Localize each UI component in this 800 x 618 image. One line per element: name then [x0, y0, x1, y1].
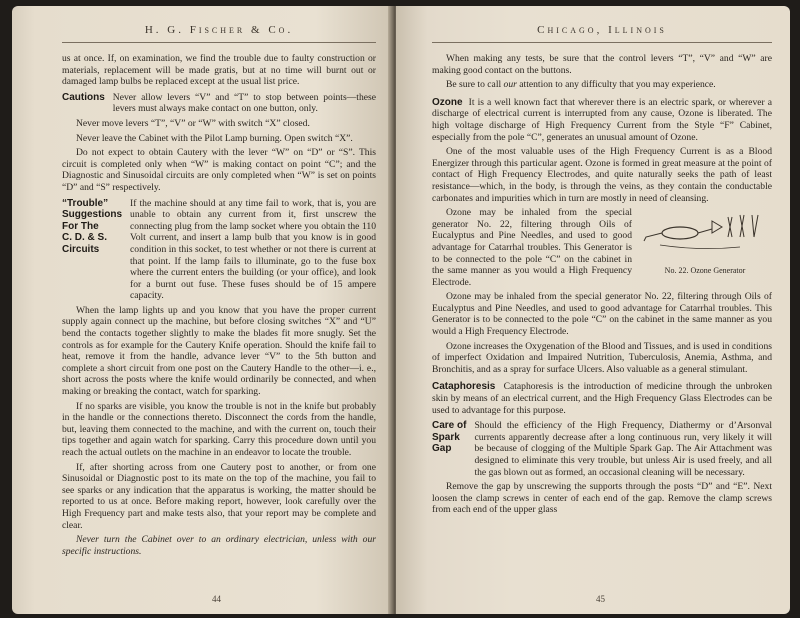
cataphoresis-paragraph — [432, 381, 772, 416]
side-heading — [62, 198, 122, 302]
cautions-section — [62, 92, 376, 115]
paragraph: Do not expect to obtain Cautery with the lever “W” on “D” or “S”. This circuit is completed only when “W” is making contact on point “C”; and the Diagnostic and Sinusoidal circuits are only completed when “W” is set on points “D” and “S” respectively. — [62, 147, 376, 193]
paragraph: us at once. If, on examination, we find the trouble due to faulty construction or materials, replacement will be made gratis, but at no time will burnt out or damaged lamp bulbs be replaced except at the usual list price. — [62, 53, 376, 88]
inline-heading: Ozone — [432, 96, 463, 108]
text-run: attention to any difficulty that you may experience. — [516, 79, 716, 91]
header-rule — [62, 42, 376, 43]
spark-gap-section — [432, 420, 772, 478]
side-body: If the machine should at any time fail to work, that is, you are unable to obtain any current from it, first unscrew the connecting plug from the lamp socket where you obtain the 110 Volt current, and insert a lamp bulb that you know is in good condition in this socket, to test whether or not there is current at that point. If the lamp fails to illuminate, go to the fuse box where the current enters the building (or your office), and look for a burnt out fuse. These fuses should be of 15 ampere capacity. — [130, 197, 376, 302]
running-head-right: Chicago, Illinois — [537, 24, 667, 36]
figure-caption: No. 22. Ozone Generator — [664, 266, 746, 276]
heading-line: Circuits — [62, 243, 100, 255]
side-heading: Cautions — [62, 91, 105, 103]
inline-heading: Cataphoresis — [432, 381, 496, 393]
text-run: Cataphoresis is the introduction of medicine through the unbroken skin by means of an electrical current, and the High Frequency Glass Electrodes can be used to advantage for this purpose. — [432, 381, 773, 416]
heading-line: Spark — [432, 431, 460, 443]
side-body: Never allow levers “V” and “T” to stop between points—these levers must always make contact on one button, only. — [112, 91, 376, 115]
paragraph: Remove the gap by unscrewing the supports through the posts “D” and “E”. Next loosen the clamp screws in center of each end of the gap. Remove the clamp screws from each end of the upper glass — [432, 481, 772, 516]
paragraph: Ozone may be inhaled from the special generator No. 22, filtering through Oils of Eucalyptus and Pine Needles, and used to good advantage for Catarrhal troubles. This Generator is to be connected to the pole “C” on the cabinet in the same manner as you would a High Frequency Electrode. — [432, 291, 772, 338]
ozone-generator-illustration — [640, 207, 770, 259]
side-heading — [432, 420, 466, 478]
paragraph: If no sparks are visible, you know the trouble is not in the knife but probably in the handle or the connections thereto. Disconnect the cords from the handle, but, leaving them connected to the machine, and with the current on, touch their tips together and again watch for sparking. Carry this procedure down until you reach the actual outlets on the machine in an endeavor to locate the trouble. — [62, 400, 376, 458]
paragraph: When the lamp lights up and you know that you have the proper current supply again connect up the machine, but before closing switches “X” and “U” bend the contacts together slightly to make the blades fit more snugly. Set the controls as for example for the Cautery Knife operation. Should the knife fail to heat, remove it from the handle, advance lever “V” to the 5th button and complete a short circuit from one post on the Cautery Handle to the other—i. e., short across the posts where the knife would ordinarily be connected, and when making or breaking the contact, watch for sparking. — [62, 304, 376, 398]
heading-line: Care of — [432, 420, 467, 432]
ozone-paragraph — [432, 97, 772, 143]
paragraph: One of the most valuable uses of the High Frequency Current is as a Blood Energizer through this particular agent. Ozone is formed in great measure at the point of contact of High Frequency Electrodes, and quite naturally seeks the path of least resistance—which, in the body, is through the veins, as they contain the conductable carbonates and impurities which in turn are mostly in need of cleansing. — [432, 146, 772, 204]
heading-line: For The — [62, 220, 99, 232]
heading-line: Gap — [432, 443, 452, 455]
paragraph: Ozone increases the Oxygenation of the Blood and Tissues, and is used in conditions of imperfect Oxidation and Impaired Nutrition, Tuberculosis, Anemia, Asthma, and Bronchitis, and as a spray for surface Ulcers. Also valuable as a general stimulant. — [432, 340, 772, 375]
paragraph: Never leave the Cabinet with the Pilot Lamp burning. Open switch “X”. — [76, 132, 353, 144]
running-head-left: H. G. Fischer & Co. — [144, 24, 294, 36]
paragraph: If, after shorting across from one Cautery post to another, or from one Sinusoidal or Diagnostic post to its mate on the top of the machine, you fail to see sparks or any indication that the apparatus is working, the matter should be reported to us at once. Before making report, however, look carefully over the High Frequency part and make tests also, that your report may be complete and clear. — [62, 461, 376, 531]
paragraph: When making any tests, be sure that the control levers “T”, “V” and “W” are making good contact on the buttons. — [432, 53, 772, 76]
ozone-generator-figure — [638, 207, 772, 275]
side-body: Should the efficiency of the High Frequency, Diathermy or d’Arsonval currents apparently decrease after a long continuous run, very likely it will be because of clogging of the Multiple Spark Gap. The Air Attachment was designed to eliminate this very trouble, but unless Air is used freely, and all the gas blown out as formed, an occasional cleaning will be necessary. — [474, 420, 772, 478]
trouble-section — [62, 198, 376, 302]
paragraph-italic: Never turn the Cabinet over to an ordinary electrician, unless with our specific instructions. — [62, 534, 376, 557]
header-rule — [432, 42, 772, 43]
heading-line: Suggestions — [62, 209, 123, 221]
paragraph: Never move levers “T”, “V” or “W” with switch “X” closed. — [76, 117, 310, 129]
right-page — [396, 6, 790, 614]
paragraph — [432, 79, 772, 91]
heading-line: C. D. & S. — [62, 232, 108, 244]
text-run: It is a well known fact that wherever there is an electric spark, or wherever a discharge of electrical current is interrupted from any cause, Ozone is liberated. The high voltage discharge of High Frequency Current from the Style “F” Cabinet, especially from the pole “C”, generates an unusual amount of Ozone. — [432, 96, 773, 143]
text-run: Be sure to call — [446, 79, 504, 91]
heading-line: “Trouble” — [62, 197, 109, 209]
figure-block — [432, 207, 772, 291]
paragraph: Ozone may be inhaled from the special generator No. 22, filtering through Oils of Eucalyptus and Pine Needles, and used to good advantage for Catarrhal troubles. This Generator is to be connected to the pole “C” on the cabinet in the same manner as you would a High Frequency Electrode. — [432, 207, 632, 288]
text-run-italic: our — [503, 79, 517, 91]
left-page — [12, 6, 392, 614]
page-number: 44 — [212, 594, 221, 604]
page-number: 45 — [596, 594, 605, 604]
